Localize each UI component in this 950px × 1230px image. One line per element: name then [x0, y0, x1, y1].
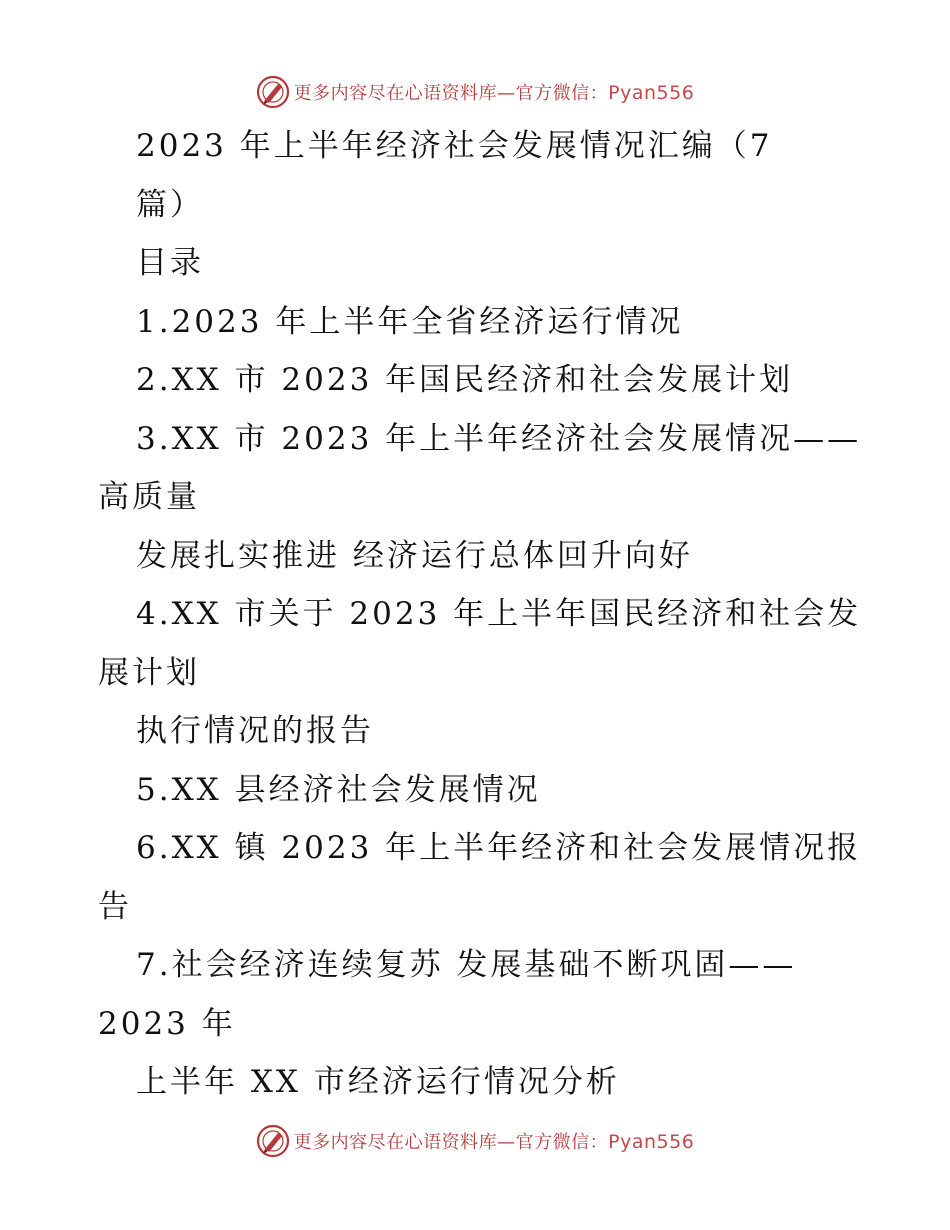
toc-item-5: 5.XX 县经济社会发展情况: [136, 772, 541, 808]
toc-item-7-subtitle: 上半年 XX 市经济运行情况分析: [136, 1064, 620, 1100]
wechat-id: Pyan556: [608, 82, 695, 104]
footer-watermark-banner: [0, 1121, 950, 1161]
pen-logo-icon: [256, 1124, 290, 1158]
wechat-id: Pyan556: [608, 1131, 695, 1153]
document-title-line-1: 2023 年上半年经济社会发展情况汇编（7: [136, 128, 773, 164]
toc-item-1: 1.2023 年上半年全省经济运行情况: [136, 304, 684, 340]
toc-item-3-continued: 高质量: [98, 479, 200, 515]
toc-item-7: 7.社会经济连续复苏 发展基础不断巩固——: [136, 947, 797, 983]
header-watermark-banner: [0, 72, 950, 112]
toc-item-4-continued: 展计划: [98, 655, 200, 691]
toc-item-6-continued: 告: [98, 889, 132, 925]
pen-logo-icon: [256, 75, 290, 109]
toc-item-3-subtitle: 发展扎实推进 经济运行总体回升向好: [136, 538, 693, 574]
toc-item-4-subtitle: 执行情况的报告: [136, 713, 374, 749]
toc-item-2: 2.XX 市 2023 年国民经济和社会发展计划: [136, 362, 794, 398]
document-title-line-2: 篇）: [136, 187, 204, 223]
toc-heading: 目录: [136, 245, 204, 281]
watermark-text: 更多内容尽在心语资料库—官方微信：Pyan556: [293, 82, 695, 104]
toc-item-3: 3.XX 市 2023 年上半年经济社会发展情况——: [136, 421, 862, 457]
toc-item-7-continued: 2023 年: [98, 1006, 236, 1042]
toc-item-4: 4.XX 市关于 2023 年上半年国民经济和社会发: [136, 596, 862, 632]
watermark-text: 更多内容尽在心语资料库—官方微信：Pyan556: [293, 1131, 695, 1153]
toc-item-6: 6.XX 镇 2023 年上半年经济和社会发展情况报: [136, 830, 862, 866]
